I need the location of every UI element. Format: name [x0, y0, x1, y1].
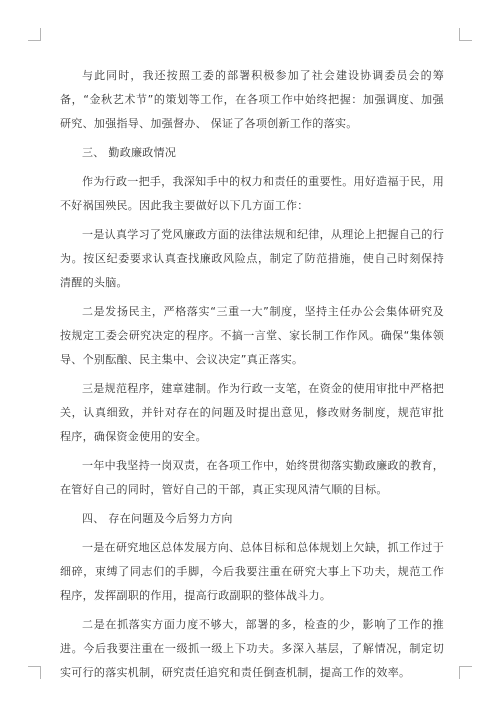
paragraph: 三是规范程序，建章建制。作为行政一支笔，在资金的使用审批中严格把关，认真细致，并针对存在的问题及时提出意见，修改财务制度，规范审批程序，确保资金使用的安全。	[60, 382, 444, 443]
document-body	[60, 64, 444, 690]
paragraph: 一是在研究地区总体发展方向、总体目标和总体规划上欠缺，抓工作过于细碎，束缚了同志们的手脚，今后我要注重在研究大事上下功夫，规范工作程序，发挥副职的作用，提高行政副职的整体战斗力。	[60, 541, 444, 602]
crop-mark-top-left	[28, 28, 41, 41]
section-heading-4: 四、 存在问题及今后努力方向	[82, 512, 233, 525]
paragraph: 一年中我坚持一岗双责，在各项工作中，始终贯彻落实勤政廉政的教育，在管好自己的同时，管好自己的干部，真正实现风清气顺的目标。	[60, 459, 444, 496]
section-heading-3: 三、 勤政廉政情况	[82, 146, 177, 159]
crop-mark-top-right	[459, 28, 472, 41]
paragraph: 一是认真学习了党风廉政方面的法律法规和纪律，从理论上把握自己的行为。按区纪委要求认真查找廉政风险点，制定了防范措施，使自己时刻保持清醒的头脑。	[60, 228, 444, 289]
crop-mark-bottom-right	[459, 666, 472, 679]
paragraph-intro: 与此同时，我还按照工委的部署积极参加了社会建设协调委员会的筹备，“金秋艺术节”的策划等工作，在各项工作中始终把握：加强调度、加强研究、加强指导、加强督办、 保证了各项创新工作的落实。	[60, 69, 444, 130]
paragraph: 二是发扬民主，严格落实“三重一大”制度，坚持主任办公会集体研究及按规定工委会研究决定的程序。不搞一言堂、家长制工作作风。确保“集体领导、个别酝酿、民主集中、会议决定”真正落实。	[60, 305, 444, 366]
paragraph: 作为行政一把手，我深知手中的权力和责任的重要性。用好造福于民，用不好祸国殃民。因此我主要做好以下几方面工作：	[60, 175, 444, 212]
paragraph: 二是在抓落实方面力度不够大，部署的多，检查的少，影响了工作的推进。今后我要注重在一级抓一级上下功夫。多深入基层，了解情况，制定切实可行的落实机制，研究责任追究和责任倒查机制，提高工作的效率。	[60, 618, 444, 679]
crop-mark-bottom-left	[28, 666, 41, 679]
